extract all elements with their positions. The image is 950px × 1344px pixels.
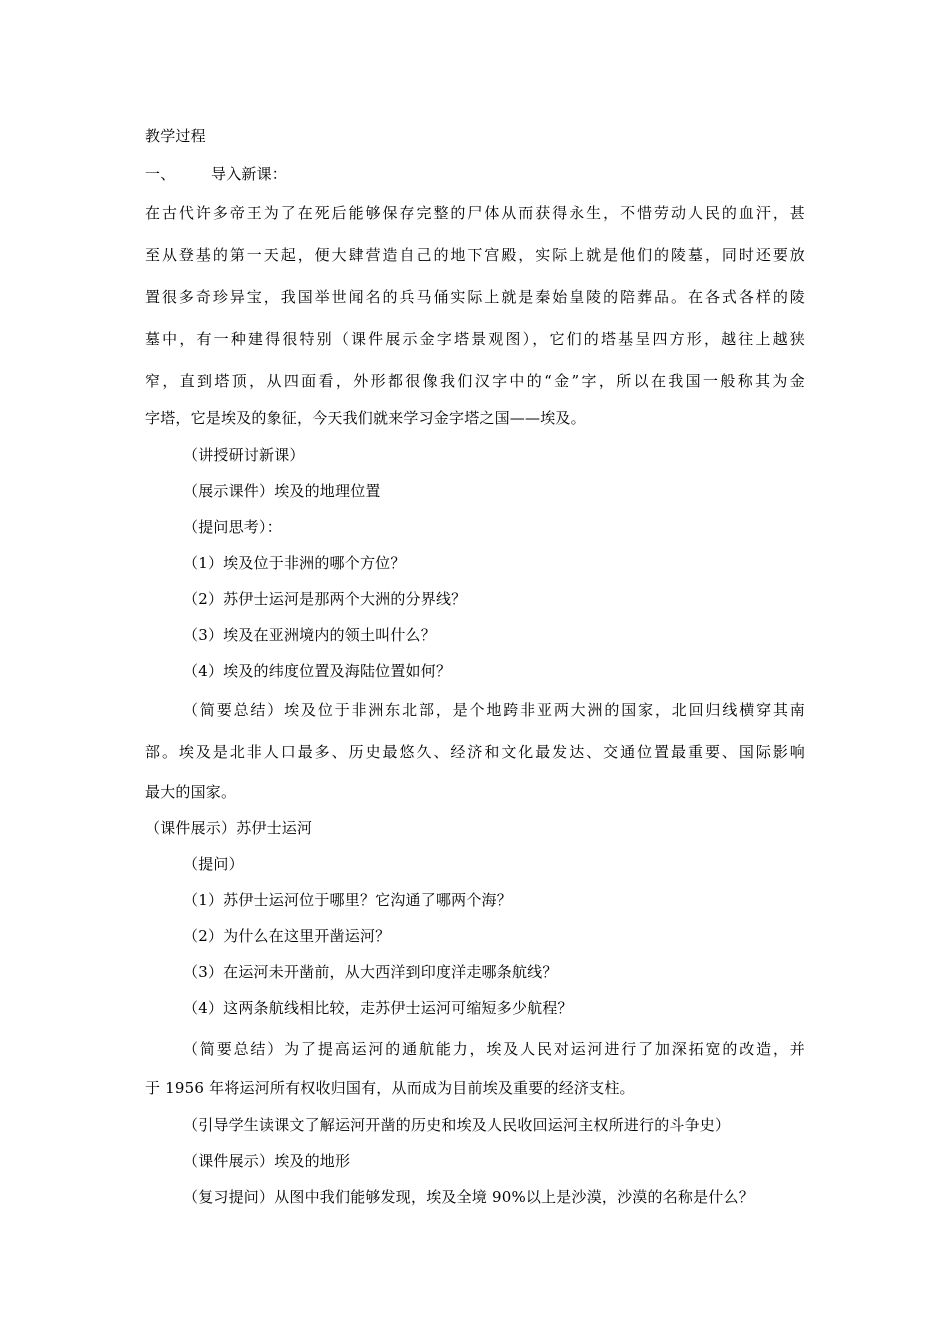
question-item: （2）苏伊士运河是那两个大洲的分界线？	[183, 590, 467, 608]
paragraph-show-courseware: （展示课件）埃及的地理位置	[183, 482, 381, 500]
paragraph-question-prompt: （提问思考）：	[183, 518, 282, 536]
summary-line: （简要总结）为了提高运河的通航能力，埃及人民对运河进行了加深拓宽的改造，并	[183, 1040, 805, 1058]
question-item: （3）埃及在亚洲境内的领土叫什么？	[183, 626, 436, 644]
question-item: （4）这两条航线相比较，走苏伊士运河可缩短多少航程？	[183, 999, 573, 1017]
intro-line: 至从登基的第一天起，便大肆营造自己的地下宫殿，实际上就是他们的陵墓，同时还要放	[145, 246, 805, 264]
paragraph-question-prompt: （提问）	[183, 855, 244, 873]
intro-line: 窄，直到塔顶，从四面看，外形都很像我们汉字中的“金”字，所以在我国一般称其为金	[145, 372, 805, 390]
summary-line: 最大的国家。	[145, 783, 237, 801]
question-item: （1）苏伊士运河位于哪里？它沟通了哪两个海？	[183, 891, 512, 909]
intro-line: 置很多奇珍异宝，我国举世闻名的兵马俑实际上就是秦始皇陵的陪葬品。在各式各样的陵	[145, 288, 805, 306]
intro-line: 字塔，它是埃及的象征，今天我们就来学习金字塔之国——埃及。	[145, 409, 586, 427]
question-item: （3）在运河未开凿前，从大西洋到印度洋走哪条航线？	[183, 963, 558, 981]
question-item: （4）埃及的纬度位置及海陆位置如何？	[183, 662, 452, 680]
intro-line: 在古代许多帝王为了在死后能够保存完整的尸体从而获得永生，不惜劳动人民的血汗，甚	[145, 204, 805, 222]
summary-line: （简要总结）埃及位于非洲东北部，是个地跨非亚两大洲的国家，北回归线横穿其南	[183, 701, 805, 719]
paragraph-review-question: （复习提问）从图中我们能够发现，埃及全境 90%以上是沙漠，沙漠的名称是什么？	[183, 1188, 754, 1206]
question-item: （2）为什么在这里开凿运河？	[183, 927, 391, 945]
section-number: 一、	[145, 165, 176, 183]
summary-line: 于 1956 年将运河所有权收归国有，从而成为目前埃及重要的经济支柱。	[145, 1079, 635, 1097]
summary-line: 部。埃及是北非人口最多、历史最悠久、经济和文化最发达、交通位置最重要、国际影响	[145, 743, 805, 761]
section-heading	[145, 164, 287, 184]
doc-title: 教学过程	[145, 127, 206, 145]
intro-line: 墓中，有一种建得很特别（课件展示金字塔景观图），它们的塔基呈四方形，越往上越狭	[145, 330, 805, 348]
paragraph-guide: （引导学生读课文了解运河开凿的历史和埃及人民收回运河主权所进行的斗争史）	[183, 1116, 731, 1134]
section-title: 导入新课：	[211, 165, 288, 183]
paragraph-lecture: （讲授研讨新课）	[183, 446, 305, 464]
question-item: （1）埃及位于非洲的哪个方位？	[183, 554, 406, 572]
paragraph-show-canal: （课件展示）苏伊士运河	[145, 819, 313, 837]
paragraph-show-terrain: （课件展示）埃及的地形	[183, 1152, 351, 1170]
